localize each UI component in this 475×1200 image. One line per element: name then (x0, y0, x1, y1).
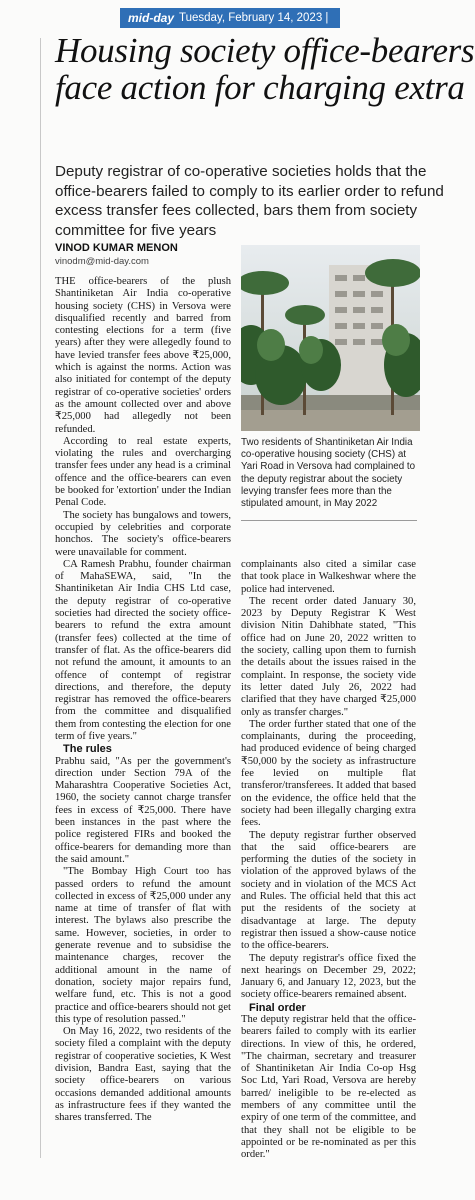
body-paragraph: complainants also cited a similar case that took place in Walkeshwar where the police had intervened. (241, 559, 416, 595)
subhead-the-rules: The rules (63, 743, 112, 756)
body-paragraph: The deputy registrar further observed that the said office-bearers are performing the duties of the society in violation of the approved bylaws of the society and in violation of the MCS Act and Rules. The official held that this act put the residents of the society at disadvantage at large. The deputy registrar then issued a show-cause notice to the office-bearers. (241, 829, 416, 952)
article-photo (241, 245, 420, 431)
body-paragraph: THE office-bearers of the plush Shantiniketan Air India co-operative housing society (CHS) in Versova were disqualified recently and barred from contesting elections for a term (five years) after they were allegedly found to have levied transfer fees above ₹25,000, which is against the norms. Action was also initiated for contempt of the deputy registrar of co-operative societies' orders as the amount collected over and above ₹25,000 had allegedly not been refunded. (55, 276, 231, 435)
article-headline: Housing society office-bearers face action for charging extra (55, 31, 475, 107)
article-column-left (55, 276, 231, 1124)
body-paragraph: The society has bungalows and towers, occupied by celebrities and corporate honchos. The society's office-bearers were unavailable for comment. (55, 509, 231, 558)
author-email: vinodm@mid-day.com (55, 256, 149, 267)
body-paragraph: The deputy registrar's office fixed the next hearings on December 29, 2022; January 6, and January 12, 2023, but the society office-bearers remained absent. (241, 952, 416, 1001)
subhead-final-order: Final order (249, 1001, 306, 1014)
article-standfirst: Deputy registrar of co-operative societies holds that the office-bearers failed to comply to its earlier order to refund excess transfer fees collected, bars them from society committee for five years (55, 163, 444, 239)
masthead-date: Tuesday, February 14, 2023 | (179, 12, 329, 24)
photo-caption: Two residents of Shantiniketan Air India co-operative housing society (CHS) at Yari Road in Versova had complained to the deputy registrar about the society levying transfer fees more than the stipulated amount, in May 2022 (241, 437, 416, 510)
body-paragraph: "The Bombay High Court too has passed orders to refund the amount collected in excess of ₹25,000 under any name at time of transfer of flat with interest. The bylaws also prescribe the same. However, societies, in order to generate revenue and to subsidise the maintenance charges, recover the additional amount in the name of donation, society major repairs fund, welfare fund, etc. This is not a good practice and office-bearers should not get this type of resolution passed." (55, 866, 231, 1025)
body-paragraph: The deputy registrar held that the office-bearers failed to comply with its earlier directions. In view of this, he ordered, "The chairman, secretary and treasurer of Shantiniketan Air India Co-op Hsg Soc Ltd, Yari Road, Versova are hereby barred/ ineligible to be re-elected as members of any committee until the expiry of one term of the committee, and that they shall not be eligible to be appointed or be re-nominated as per this order." (241, 1013, 416, 1161)
body-paragraph: The recent order dated January 30, 2023 by Deputy Registrar K West division Nitin Dahibhate stated, "This office had on June 20, 2022 written to the society, calling upon them to furnish the details about the issues raised in the complaint. In response, the society vide its letter dated July 26, 2022 had clarified that they have charged ₹25,000 only as transfer charges." (241, 595, 416, 718)
article-column-right (241, 559, 416, 1162)
photo-illustration (241, 245, 420, 431)
masthead-brand: mid-day (128, 11, 175, 25)
body-paragraph: According to real estate experts, violating the rules and overcharging transfer fees under any head is a criminal offence and the office-bearers can even be booked for 'extortion' under the Indian Penal Code. (55, 435, 231, 509)
caption-divider (241, 520, 417, 521)
article-byline: VINOD KUMAR MENON (55, 242, 178, 254)
body-paragraph: The order further stated that one of the complainants, during the proceeding, had produced evidence of being charged ₹50,000 by the society as infrastructure fee levied on multiple flat transferor/transferees. It added that based on the evidence, the office held that the society had been illegally charging extra fees. (241, 718, 417, 829)
body-paragraph: Prabhu said, "As per the government's direction under Section 79A of the Maharashtra Cooperative Societies Act, 1960, the society cannot charge transfer fees in excess of ₹25,000. There have been instances in the past where the police registered FIRs and booked the office-bearers for demanding more than the said amount." (55, 755, 231, 865)
column-rule (40, 38, 41, 1158)
masthead-bar (120, 8, 340, 28)
body-paragraph: On May 16, 2022, two residents of the society filed a complaint with the deputy registrar of cooperative societies, K West division, Bandra East, saying that the society office-bearers on various occasions demanded additional amounts as infrastructure fees if they wanted the shares transferred. The (55, 1026, 231, 1124)
body-paragraph: CA Ramesh Prabhu, founder chairman of MahaSEWA, said, "In the Shantiniketan Air India CHS Ltd case, the deputy registrar of co-operative societies had directed the society office-bearers to refund the extra amount (transfer fees) collected at the time of transfer of flat. As the office-bearers did not refund the amount, it amounts to an offence of contempt of registrar directions, and therefore, the deputy registrar has removed the office-bearers from the committee and disqualified them from contesting the election for one term of five years." (55, 558, 231, 742)
